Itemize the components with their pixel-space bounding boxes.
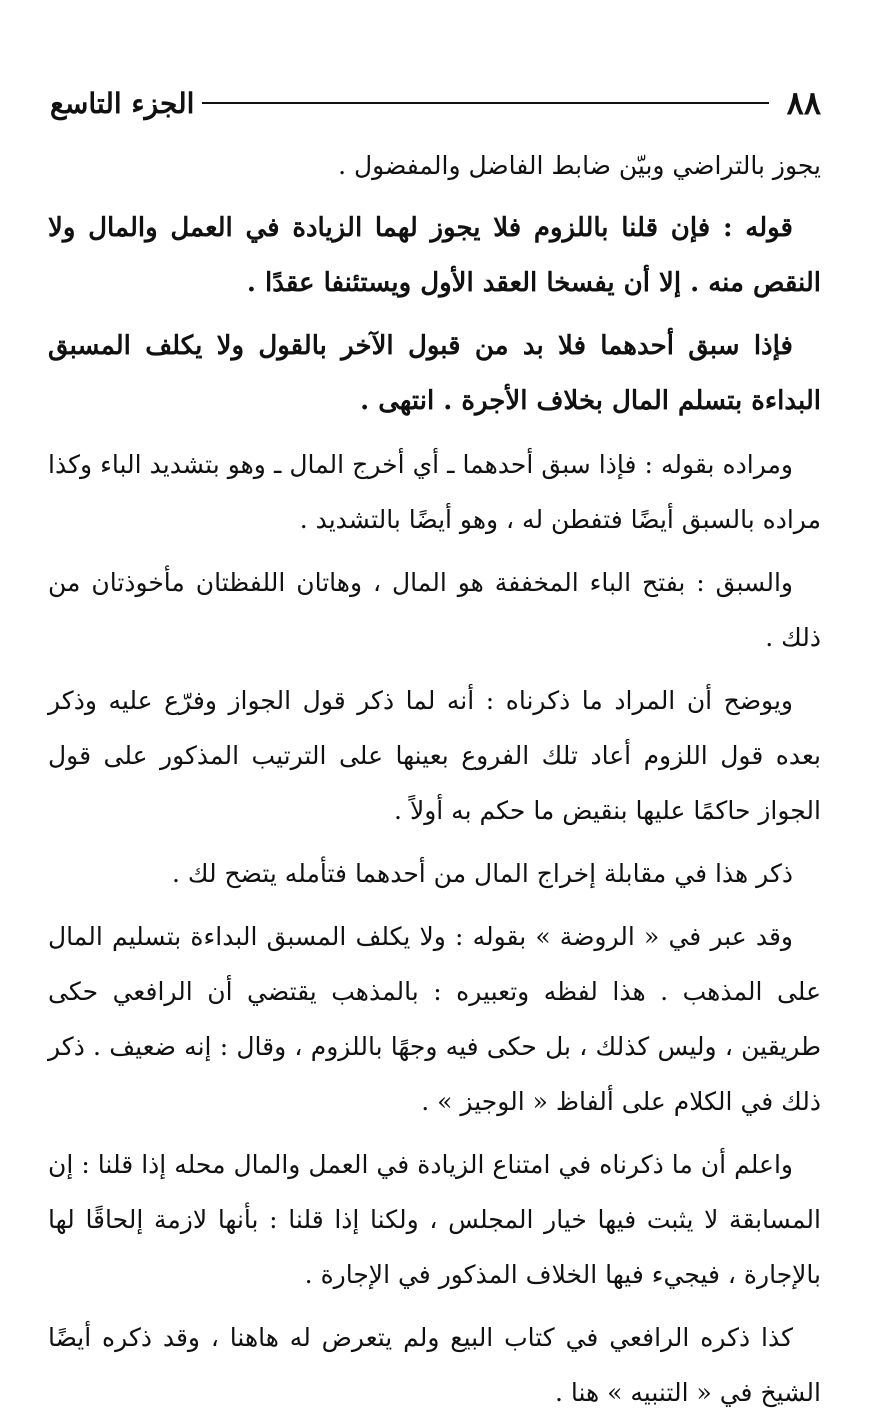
paragraph-4: ومراده بقوله : فإذا سبق أحدهما ـ أي أخرج المال ـ وهو بتشديد الباء وكذا مراده بالسبق أيضًا فتفطن له ، وهو أيضًا بالتشديد . xyxy=(48,450,821,534)
paragraph-1: يجوز بالتراضي وبيّن ضابط الفاضل والمفضول . xyxy=(338,151,821,180)
running-title: الجزء التاسع xyxy=(50,86,195,120)
page-header xyxy=(50,80,821,126)
paragraph-9: واعلم أن ما ذكرناه في امتناع الزيادة في العمل والمال محله إذا قلنا : إن المسابقة لا يثبت فيها خيار المجلس ، ولكنا إذا قلنا : بأنها لازمة إلحاقًا لها بالإجارة ، فيجيء فيها الخلاف المذكور في الإجارة . xyxy=(48,1150,821,1289)
page-body xyxy=(48,138,821,1428)
paragraph-8: وقد عبر في « الروضة » بقوله : ولا يكلف المسبق البداءة بتسليم المال على المذهب . هذا لفظه وتعبيره : بالمذهب يقتضي أن الرافعي حكى طريقين ، وليس كذلك ، بل حكى فيه وجهًا باللزوم ، وقال : إنه ضعيف . ذكر ذلك في الكلام على ألفاظ « الوجيز » . xyxy=(48,922,821,1116)
paragraph-6: ويوضح أن المراد ما ذكرناه : أنه لما ذكر قول الجواز وفرّع عليه وذكر بعده قول اللزوم أعاد تلك الفروع بعينها على الترتيب المذكور على قول الجواز حاكمًا عليها بنقيض ما حكم به أولاً . xyxy=(48,686,821,825)
paragraph-7: ذكر هذا في مقابلة إخراج المال من أحدهما فتأمله يتضح لك . xyxy=(172,859,793,888)
paragraph-5: والسبق : بفتح الباء المخففة هو المال ، وهاتان اللفظتان مأخوذتان من ذلك . xyxy=(48,568,821,652)
paragraph-2: قوله : فإن قلنا باللزوم فلا يجوز لهما الزيادة في العمل والمال ولا النقص منه . إلا أن يفسخا العقد الأول ويستئنفا عقدًا . xyxy=(48,213,821,298)
paragraph-3: فإذا سبق أحدهما فلا بد من قبول الآخر بالقول ولا يكلف المسبق البداءة بتسلم المال بخلاف الأجرة . انتهى . xyxy=(48,331,821,416)
paragraph-10: كذا ذكره الرافعي في كتاب البيع ولم يتعرض له هاهنا ، وقد ذكره أيضًا الشيخ في « التنبيه » هنا . xyxy=(48,1323,821,1407)
header-rule xyxy=(202,102,768,104)
page-number: ٨٨ xyxy=(786,84,821,122)
